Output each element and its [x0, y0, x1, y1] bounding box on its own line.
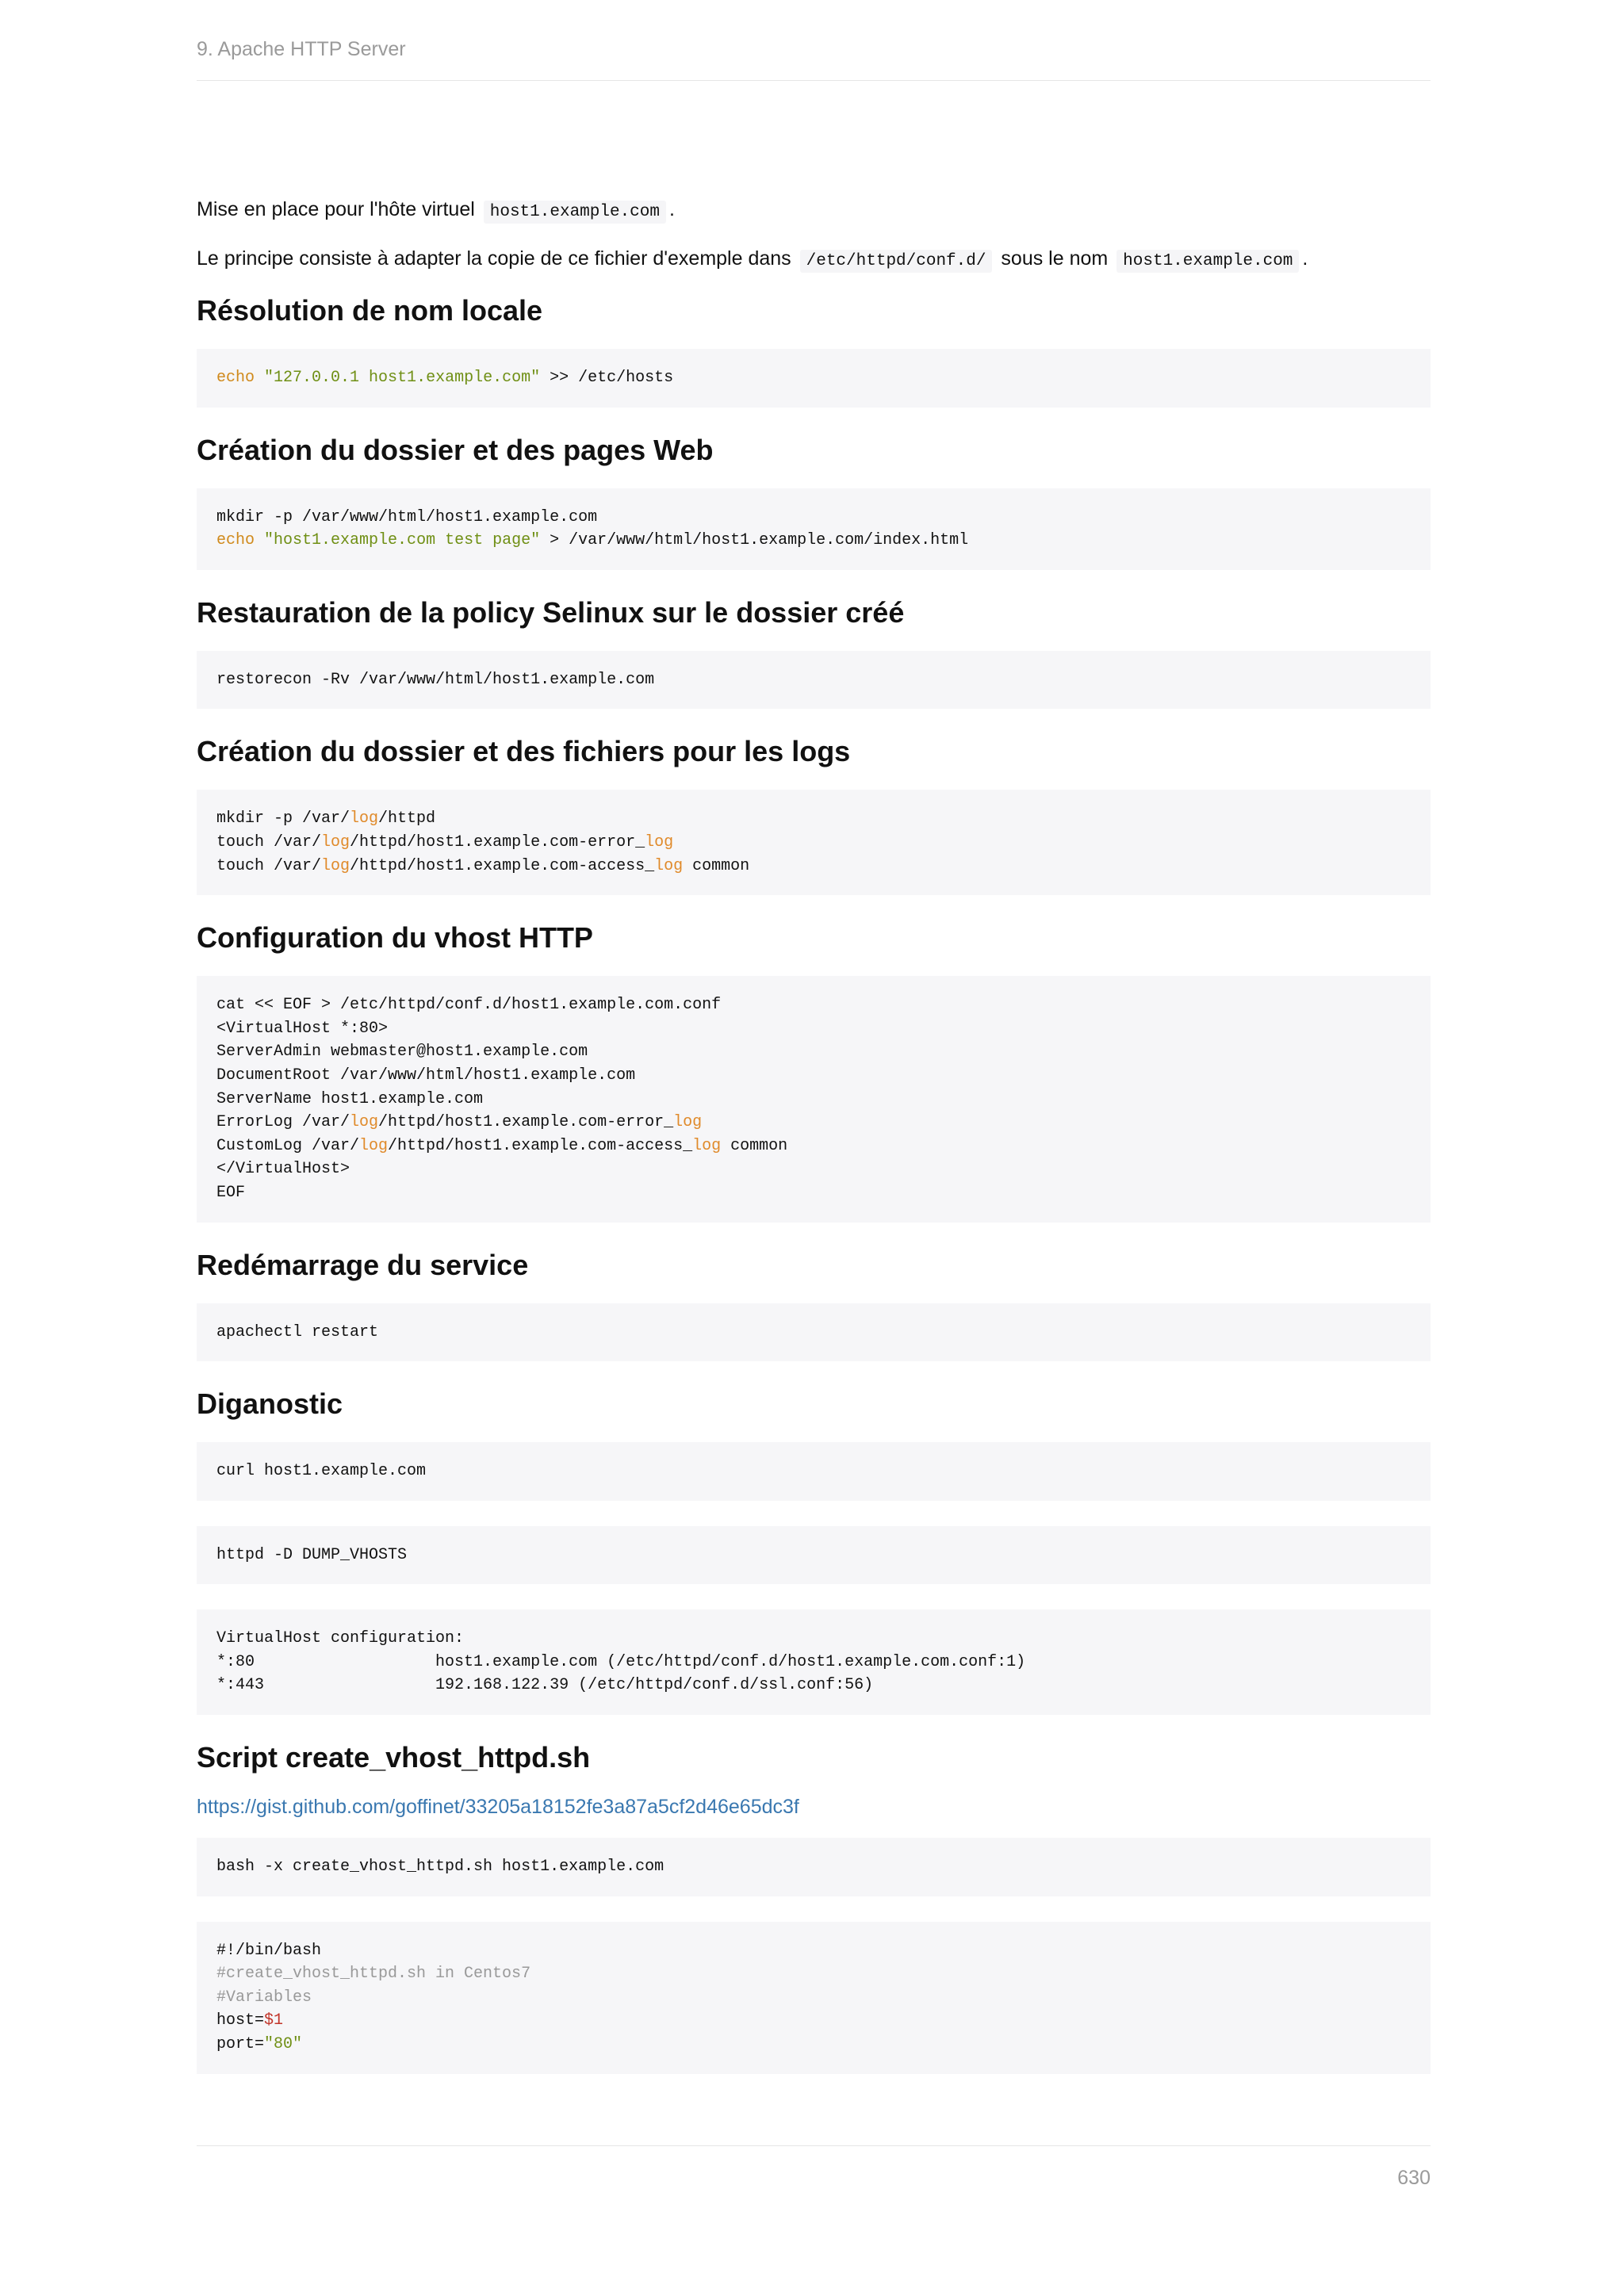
code-block-script	[197, 1922, 1431, 2074]
intro-line-2	[197, 244, 1431, 276]
code-text: *:80 host1.example.com (/etc/httpd/conf.d/host1.example.com.conf:1)	[216, 1652, 1026, 1671]
code-var: log	[359, 1136, 389, 1155]
heading-selinux: Restauration de la policy Selinux sur le dossier créé	[197, 595, 905, 629]
code-string: "host1.example.com test page"	[264, 531, 541, 550]
gist-link[interactable]: https://gist.github.com/goffinet/33205a18152fe3a87a5cf2d46e65dc3f	[197, 1796, 799, 1819]
code-text: CustomLog /var/	[216, 1136, 360, 1155]
heading-script: Script create_vhost_httpd.sh	[197, 1741, 591, 1774]
code-text: touch /var/	[216, 832, 322, 851]
heading-resolution: Résolution de nom locale	[197, 294, 543, 327]
code-text: port=	[216, 2035, 265, 2054]
code-block-restart	[197, 1303, 1431, 1362]
code-block-creation-web	[197, 488, 1431, 570]
code-block-logs	[197, 790, 1431, 895]
code-text: common	[721, 1136, 788, 1155]
code-text: host=	[216, 2011, 265, 2030]
code-comment: #Variables	[216, 1988, 312, 2007]
code-text: touch /var/	[216, 856, 322, 875]
heading-logs: Création du dossier et des fichiers pour les logs	[197, 735, 851, 768]
code-text: restorecon -Rv /var/www/html/host1.example.com	[216, 670, 655, 689]
heading-creation-web: Création du dossier et des pages Web	[197, 433, 714, 466]
intro-text: sous le nom	[1001, 247, 1109, 270]
running-header: 9. Apache HTTP Server	[197, 38, 1431, 81]
heading-diagnostic: Diganostic	[197, 1387, 343, 1421]
code-text: mkdir -p /var/www/html/host1.example.com	[216, 507, 598, 526]
code-var: log	[645, 832, 674, 851]
code-block-vhost-config	[197, 1609, 1431, 1715]
code-block-resolution	[197, 349, 1431, 408]
content	[197, 195, 1431, 2099]
code-string: "127.0.0.1 host1.example.com"	[264, 369, 541, 387]
heading-restart: Redémarrage du service	[197, 1248, 529, 1281]
code-text: ErrorLog /var/	[216, 1113, 350, 1132]
inline-code: /etc/httpd/conf.d/	[800, 250, 993, 273]
heading-vhost: Configuration du vhost HTTP	[197, 921, 593, 955]
code-text: > /var/www/html/host1.example.com/index.html	[540, 531, 969, 550]
code-text: httpd -D DUMP_VHOSTS	[216, 1545, 408, 1564]
code-var: log	[692, 1136, 722, 1155]
code-block-bash-run	[197, 1838, 1431, 1896]
code-text: common	[683, 856, 750, 875]
code-var: log	[654, 856, 684, 875]
code-text: /httpd	[378, 809, 436, 828]
code-text: VirtualHost configuration:	[216, 1629, 465, 1648]
code-text: bash -x create_vhost_httpd.sh host1.example.com	[216, 1858, 665, 1877]
intro-punct: .	[669, 198, 675, 220]
code-text: cat << EOF > /etc/httpd/conf.d/host1.example.com.conf	[216, 996, 722, 1015]
code-text: /httpd/host1.example.com-access_	[388, 1136, 693, 1155]
code-text: ServerName host1.example.com	[216, 1089, 484, 1108]
intro-line-1	[197, 195, 1431, 227]
code-variable: $1	[264, 2011, 284, 2030]
code-var: log	[673, 1113, 703, 1132]
code-keyword: echo	[216, 369, 255, 387]
code-comment: #create_vhost_httpd.sh in Centos7	[216, 1965, 531, 1984]
intro-text: Mise en place pour l'hôte virtuel	[197, 198, 475, 220]
code-block-curl	[197, 1442, 1431, 1501]
inline-code: host1.example.com	[484, 201, 666, 224]
code-text: DocumentRoot /var/www/html/host1.example.com	[216, 1066, 636, 1085]
code-var: log	[321, 856, 350, 875]
code-text: *:443 192.168.122.39 (/etc/httpd/conf.d/ssl.conf:56)	[216, 1676, 874, 1695]
code-text: <VirtualHost *:80>	[216, 1019, 389, 1038]
code-text: mkdir -p /var/	[216, 809, 350, 828]
code-text: #!/bin/bash	[216, 1941, 322, 1960]
intro-text: Le principe consiste à adapter la copie de ce fichier d'exemple dans	[197, 247, 791, 270]
code-var: log	[321, 832, 350, 851]
code-text: /httpd/host1.example.com-error_	[350, 832, 645, 851]
page-number: 630	[1397, 2167, 1431, 2189]
code-text: curl host1.example.com	[216, 1462, 427, 1481]
code-block-dump-vhosts	[197, 1526, 1431, 1585]
code-var: log	[350, 809, 379, 828]
code-text: </VirtualHost>	[216, 1160, 350, 1179]
code-block-vhost	[197, 976, 1431, 1222]
code-text: EOF	[216, 1183, 246, 1202]
code-text: ServerAdmin webmaster@host1.example.com	[216, 1043, 588, 1062]
code-block-selinux	[197, 651, 1431, 710]
running-footer	[197, 2145, 1431, 2190]
code-keyword: echo	[216, 531, 255, 550]
code-text: >> /etc/hosts	[540, 369, 674, 387]
code-text: /httpd/host1.example.com-access_	[350, 856, 655, 875]
code-text: /httpd/host1.example.com-error_	[378, 1113, 674, 1132]
code-string: "80"	[264, 2035, 303, 2054]
intro-punct: .	[1302, 247, 1308, 270]
code-var: log	[350, 1113, 379, 1132]
inline-code: host1.example.com	[1116, 250, 1299, 273]
code-text: apachectl restart	[216, 1322, 379, 1341]
